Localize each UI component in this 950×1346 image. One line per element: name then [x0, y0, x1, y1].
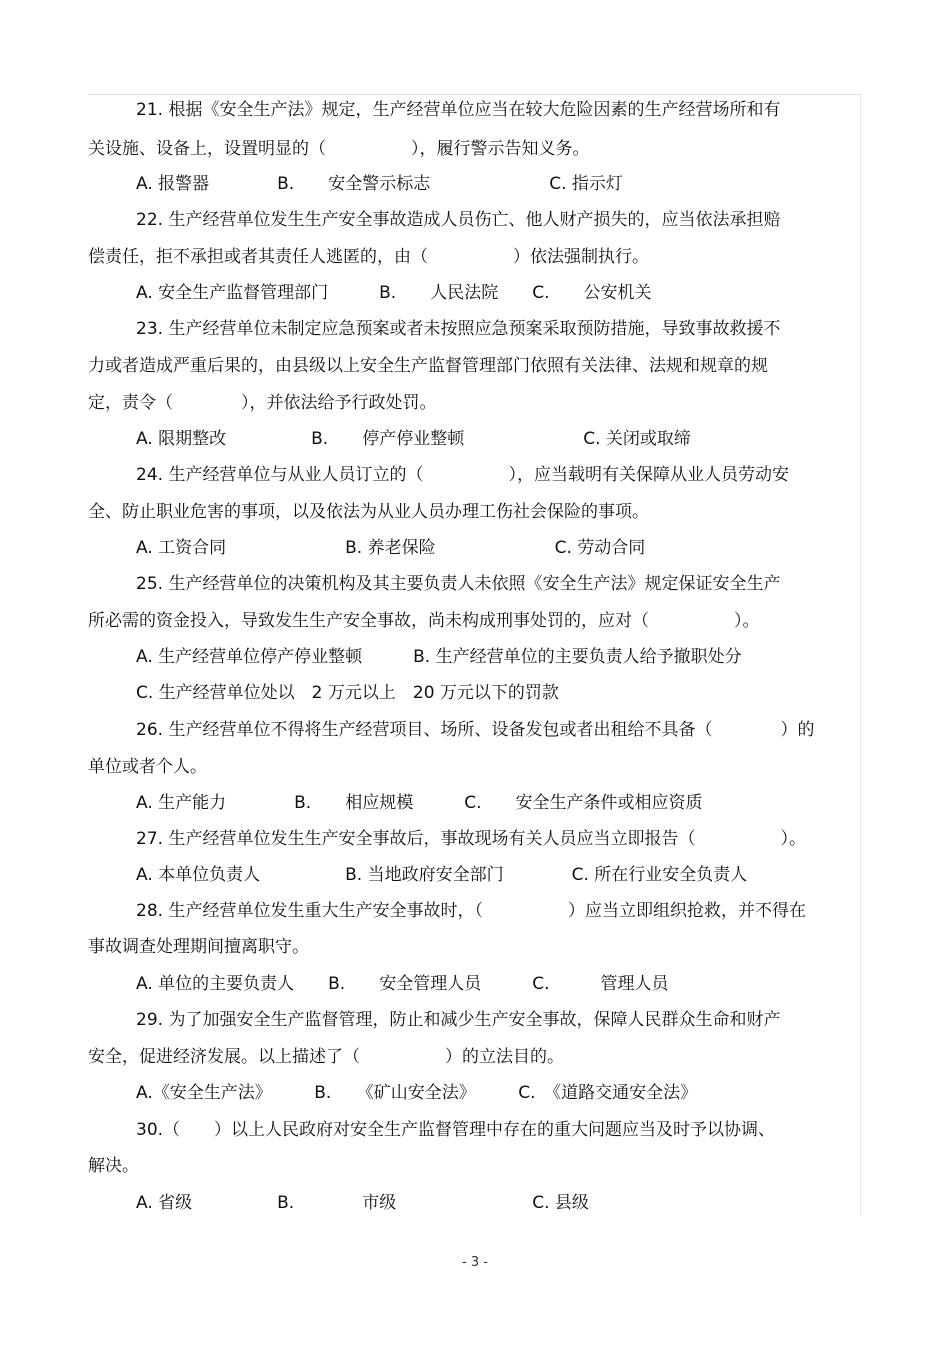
text-line: A.《安全生产法》 B. 《矿山安全法》 C. 《道路交通安全法》 [136, 1083, 698, 1103]
text-line: A. 单位的主要负责人 B. 安全管理人员 C. 管理人员 [136, 974, 669, 994]
text-line: 24. 生产经营单位与从业人员订立的（ ），应当载明有关保障从业人员劳动安 [136, 465, 789, 485]
text-line: 23. 生产经营单位未制定应急预案或者未按照应急预案采取预防措施，导致事故救援不 [136, 319, 781, 339]
text-line: 定，责令（ ），并依法给予行政处罚。 [88, 393, 437, 413]
text-line: 21. 根据《安全生产法》规定，生产经营单位应当在较大危险因素的生产经营场所和有 [136, 100, 781, 120]
text-line: 单位或者个人。 [88, 757, 207, 777]
text-line: 所必需的资金投入，导致发生生产安全事故，尚未构成刑事处罚的，应对（ ）。 [88, 611, 760, 631]
text-line: A. 生产经营单位停产停业整顿 B. 生产经营单位的主要负责人给予撤职处分 [136, 647, 742, 667]
text-line: 29. 为了加强安全生产监督管理，防止和减少生产安全事故，保障人民群众生命和财产 [136, 1010, 781, 1030]
text-line: 30.（ ）以上人民政府对安全生产监督管理中存在的重大问题应当及时予以协调、 [136, 1120, 776, 1140]
text-line: 安全，促进经济发展。以上描述了（ ）的立法目的。 [88, 1047, 564, 1067]
text-line: A. 工资合同 B. 养老保险 C. 劳动合同 [136, 538, 646, 558]
text-line: 事故调查处理期间擅离职守。 [88, 937, 309, 957]
text-line: A. 安全生产监督管理部门 B. 人民法院 C. 公安机关 [136, 283, 652, 303]
text-line: 27. 生产经营单位发生生产安全事故后，事故现场有关人员应当立即报告（ ）。 [136, 829, 806, 849]
text-line: 关设施、设备上，设置明显的（ ），履行警示告知义务。 [88, 139, 590, 159]
text-line: A. 限期整改 B. 停产停业整顿 C. 关闭或取缔 [136, 429, 691, 449]
text-line: 全、防止职业危害的事项，以及依法为从业人员办理工伤社会保险的事项。 [88, 502, 649, 522]
text-line: 偿责任，拒不承担或者其责任人逃匿的，由（ ）依法强制执行。 [88, 247, 649, 267]
text-line: A. 报警器 B. 安全警示标志 C. 指示灯 [136, 174, 623, 194]
text-line: 28. 生产经营单位发生重大生产安全事故时，（ ）应当立即组织抢救，并不得在 [136, 901, 806, 921]
text-line: C. 生产经营单位处以 2 万元以上 20 万元以下的罚款 [136, 683, 559, 703]
text-line: 26. 生产经营单位不得将生产经营项目、场所、设备发包或者出租给不具备（ ）的 [136, 720, 815, 740]
text-line: A. 省级 B. 市级 C. 县级 [136, 1193, 589, 1213]
text-line: 解决。 [88, 1156, 139, 1176]
text-line: 力或者造成严重后果的，由县级以上安全生产监督管理部门依照有关法律、法规和规章的规 [88, 356, 768, 376]
text-line: A. 生产能力 B. 相应规模 C. 安全生产条件或相应资质 [136, 793, 703, 813]
text-line: 22. 生产经营单位发生生产安全事故造成人员伤亡、他人财产损失的，应当依法承担赔 [136, 210, 781, 230]
text-line: A. 本单位负责人 B. 当地政府安全部门 C. 所在行业安全负责人 [136, 865, 748, 885]
text-line: 25. 生产经营单位的决策机构及其主要负责人未依照《安全生产法》规定保证安全生产 [136, 574, 781, 594]
page-number: - 3 - [462, 1255, 488, 1270]
